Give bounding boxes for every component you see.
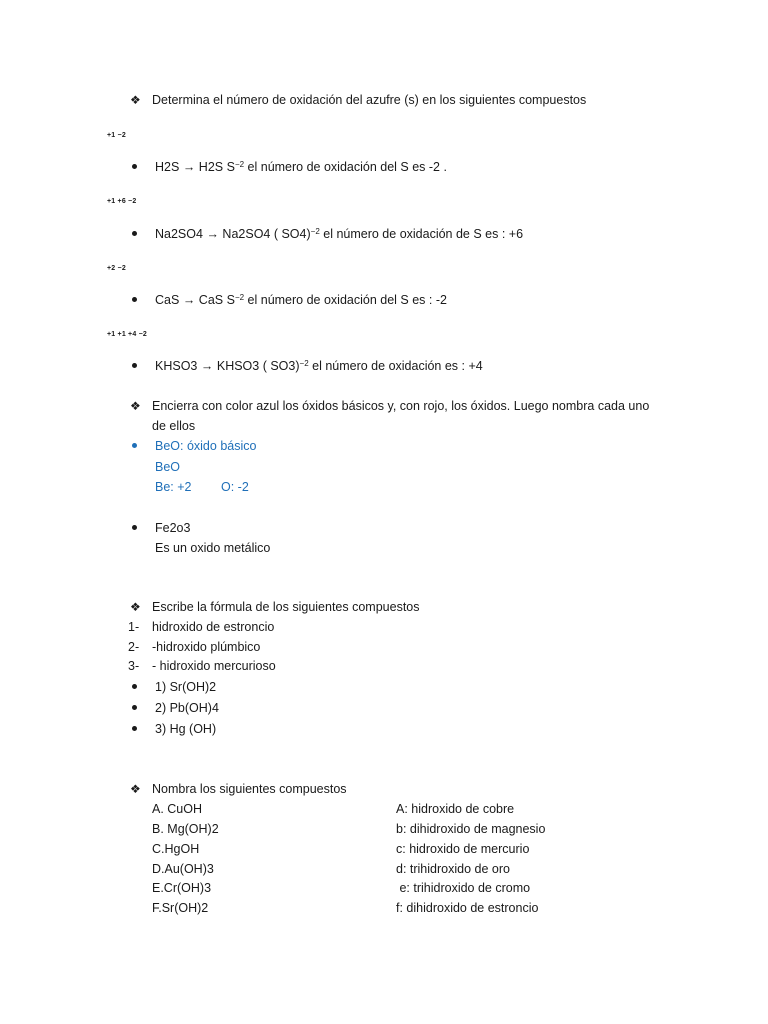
compound-left: A. CuOH bbox=[152, 802, 203, 816]
compound-left: E.Cr(OH)3 bbox=[152, 881, 212, 895]
oxidation-charges: +1 −2 bbox=[107, 132, 126, 139]
compound-line: Na2SO4 → Na2SO4 ( SO4)$^{-2}$ el número de oxidación de S es : +6 bbox=[155, 227, 524, 241]
beo-answer: BeO: óxido básico bbox=[155, 439, 257, 453]
bullet-dot-icon bbox=[132, 684, 137, 689]
diamond-bullet-icon: ❖ bbox=[130, 782, 141, 796]
formula-answer: 3) Hg (OH) bbox=[155, 722, 217, 736]
fe2o3-formula: Fe2o3 bbox=[155, 521, 191, 535]
compound-left: F.Sr(OH)2 bbox=[152, 901, 209, 915]
bullet-dot-icon bbox=[132, 525, 137, 530]
beo-formula: BeO bbox=[155, 460, 181, 474]
list-item: -hidroxido plúmbico bbox=[152, 640, 261, 654]
section2-heading: Encierra con color azul los óxidos básicos y, con rojo, los óxidos. Luego nombra cada uno bbox=[152, 399, 650, 413]
compound-line: KHSO3 → KHSO3 ( SO3)$^{-2}$ el número de oxidación es : +4 bbox=[155, 359, 483, 373]
section2-heading-cont: de ellos bbox=[152, 419, 196, 433]
formula-answer: 1) Sr(OH)2 bbox=[155, 680, 217, 694]
compound-left: D.Au(OH)3 bbox=[152, 862, 214, 876]
be-charge: Be: +2 bbox=[155, 480, 192, 494]
list-number: 1- bbox=[128, 620, 140, 634]
list-item: hidroxido de estroncio bbox=[152, 620, 275, 634]
bullet-dot-icon bbox=[132, 726, 137, 731]
compound-right: A: hidroxido de cobre bbox=[396, 802, 515, 816]
compound-line: CaS → CaS $S^{-2}$ el número de oxidación del S es : -2 bbox=[155, 293, 447, 307]
fe2o3-answer: Es un oxido metálico bbox=[155, 541, 271, 555]
section4-heading: Nombra los siguientes compuestos bbox=[152, 782, 347, 796]
compound-right: f: dihidroxido de estroncio bbox=[396, 901, 539, 915]
bullet-dot-icon bbox=[132, 443, 137, 448]
compound-line: H2S → H2S $S^{-2}$ el número de oxidación del S es -2 . bbox=[155, 160, 447, 174]
oxidation-charges: +1 +1 +4 −2 bbox=[107, 331, 147, 338]
compound-right: e: trihidroxido de cromo bbox=[396, 881, 531, 895]
oxidation-charges: +2 −2 bbox=[107, 265, 126, 272]
compound-right: b: dihidroxido de magnesio bbox=[396, 822, 546, 836]
oxidation-charges: +1 +6 −2 bbox=[107, 198, 137, 205]
bullet-dot-icon bbox=[132, 297, 137, 302]
section1-heading: Determina el número de oxidación del azufre (s) en los siguientes compuestos bbox=[152, 93, 587, 107]
section3-heading: Escribe la fórmula de los siguientes compuestos bbox=[152, 600, 420, 614]
bullet-dot-icon bbox=[132, 231, 137, 236]
compound-left: B. Mg(OH)2 bbox=[152, 822, 219, 836]
diamond-bullet-icon: ❖ bbox=[130, 399, 141, 413]
diamond-bullet-icon: ❖ bbox=[130, 93, 141, 107]
bullet-dot-icon bbox=[132, 363, 137, 368]
o-charge: O: -2 bbox=[221, 480, 249, 494]
diamond-bullet-icon: ❖ bbox=[130, 600, 141, 614]
bullet-dot-icon bbox=[132, 164, 137, 169]
compound-left: C.HgOH bbox=[152, 842, 200, 856]
compound-right: c: hidroxido de mercurio bbox=[396, 842, 530, 856]
list-item: - hidroxido mercurioso bbox=[152, 659, 276, 673]
formula-answer: 2) Pb(OH)4 bbox=[155, 701, 219, 715]
bullet-dot-icon bbox=[132, 705, 137, 710]
compound-right: d: trihidroxido de oro bbox=[396, 862, 510, 876]
list-number: 2- bbox=[128, 640, 140, 654]
list-number: 3- bbox=[128, 659, 140, 673]
